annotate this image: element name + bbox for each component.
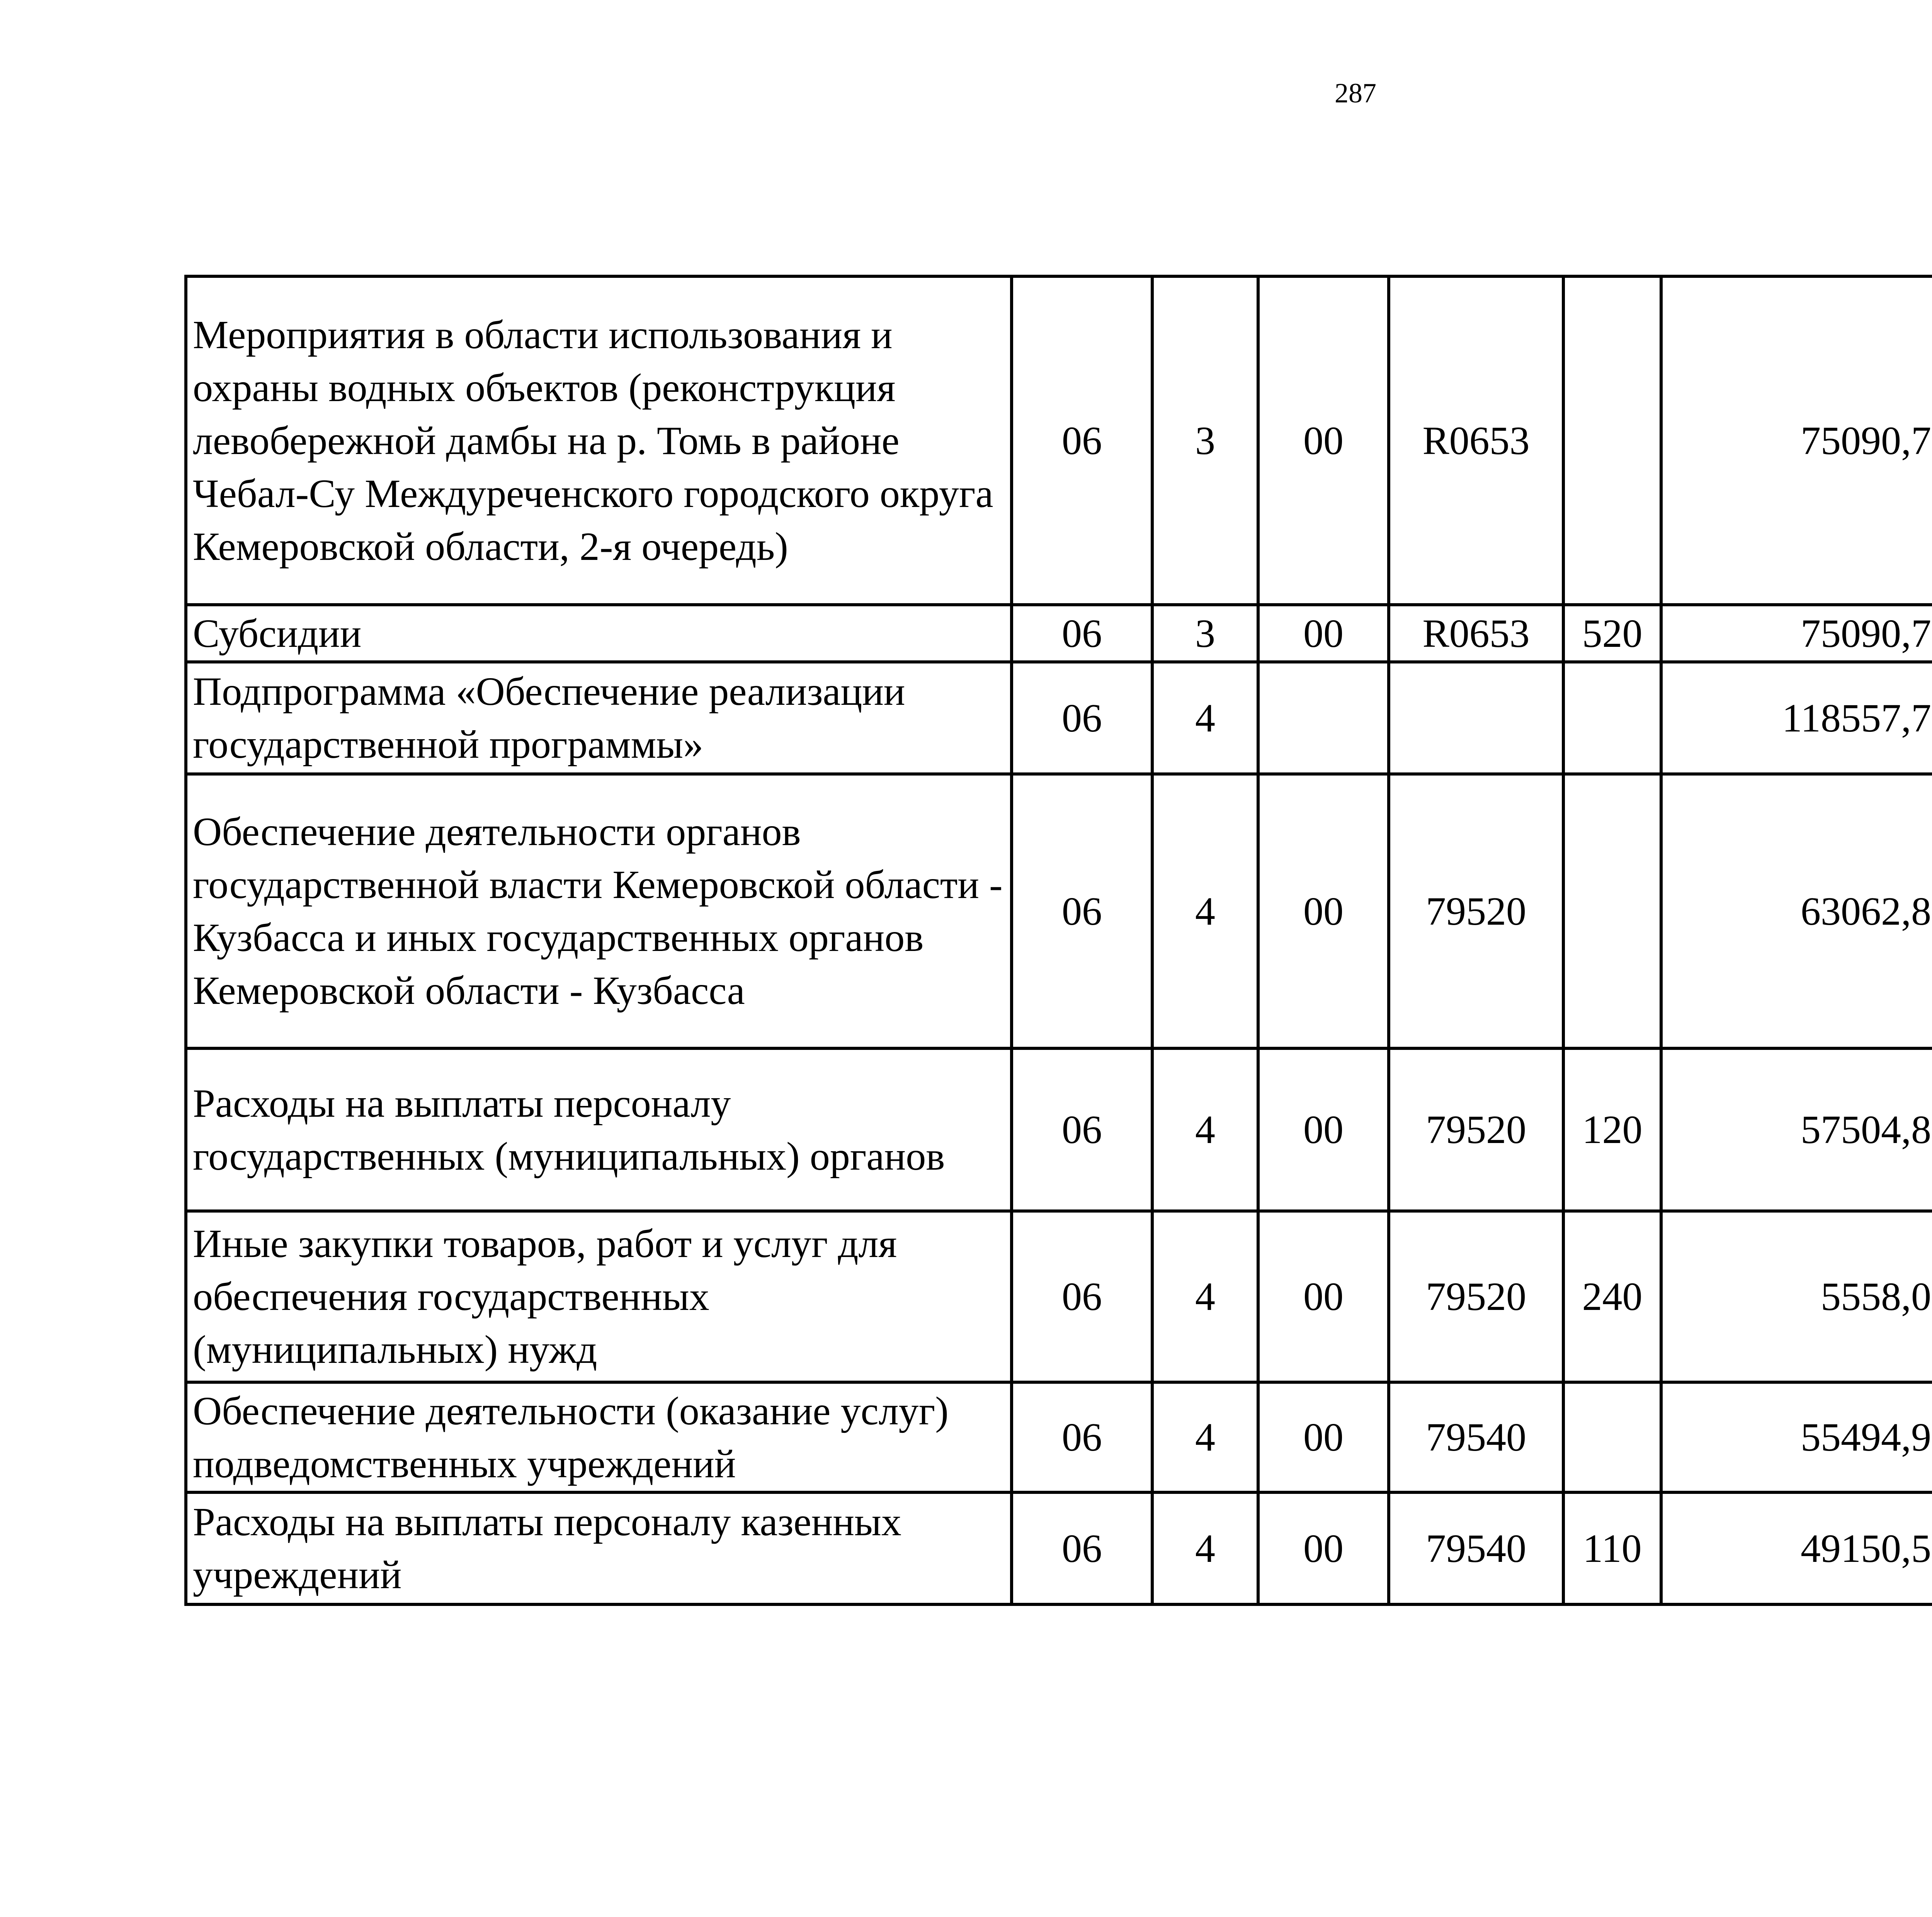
expense-type-code: 110 bbox=[1563, 1492, 1661, 1604]
program-code: 06 bbox=[1012, 662, 1152, 774]
amount-year-1: 75090,7 bbox=[1661, 276, 1932, 605]
row-name: Обеспечение деятельности (оказание услуг) подведомственных учреждений bbox=[186, 1382, 1012, 1492]
expense-type-code bbox=[1563, 1382, 1661, 1492]
table-row bbox=[186, 662, 1932, 774]
subprogram-code: 4 bbox=[1152, 1382, 1258, 1492]
target-code: R0653 bbox=[1389, 276, 1563, 605]
expense-type-code bbox=[1563, 662, 1661, 774]
subprogram-code: 3 bbox=[1152, 605, 1258, 662]
table-row bbox=[186, 1382, 1932, 1492]
expense-type-code: 120 bbox=[1563, 1048, 1661, 1211]
amount-year-1: 75090,7 bbox=[1661, 605, 1932, 662]
target-code: R0653 bbox=[1389, 605, 1563, 662]
program-code: 06 bbox=[1012, 1492, 1152, 1604]
subprogram-code: 4 bbox=[1152, 774, 1258, 1048]
expense-type-code: 520 bbox=[1563, 605, 1661, 662]
table-row bbox=[186, 276, 1932, 605]
direction-code bbox=[1258, 662, 1389, 774]
row-name: Иные закупки товаров, работ и услуг для обеспечения государственных (муниципальных) нужд bbox=[186, 1211, 1012, 1382]
program-code: 06 bbox=[1012, 774, 1152, 1048]
row-name: Субсидии bbox=[186, 605, 1012, 662]
amount-year-1: 49150,5 bbox=[1661, 1492, 1932, 1604]
amount-year-1: 57504,8 bbox=[1661, 1048, 1932, 1211]
row-name: Расходы на выплаты персоналу государственных (муниципальных) органов bbox=[186, 1048, 1012, 1211]
program-code: 06 bbox=[1012, 276, 1152, 605]
target-code bbox=[1389, 662, 1563, 774]
row-name: Расходы на выплаты персоналу казенных учреждений bbox=[186, 1492, 1012, 1604]
table-row bbox=[186, 1048, 1932, 1211]
page-number: 287 bbox=[1335, 78, 1376, 109]
subprogram-code: 3 bbox=[1152, 276, 1258, 605]
expense-type-code bbox=[1563, 276, 1661, 605]
amount-year-1: 63062,8 bbox=[1661, 774, 1932, 1048]
table-row bbox=[186, 605, 1932, 662]
direction-code: 00 bbox=[1258, 1382, 1389, 1492]
subprogram-code: 4 bbox=[1152, 1048, 1258, 1211]
target-code: 79540 bbox=[1389, 1382, 1563, 1492]
direction-code: 00 bbox=[1258, 1048, 1389, 1211]
subprogram-code: 4 bbox=[1152, 662, 1258, 774]
program-code: 06 bbox=[1012, 1211, 1152, 1382]
table-row bbox=[186, 774, 1932, 1048]
target-code: 79520 bbox=[1389, 774, 1563, 1048]
row-name: Мероприятия в области использования и охраны водных объектов (реконструкция левобережной дамбы на р. Томь в районе Чебал-Су Междуреченского городского округа Кемеровской области, 2-я очередь) bbox=[186, 276, 1012, 605]
direction-code: 00 bbox=[1258, 1211, 1389, 1382]
budget-table bbox=[184, 275, 1932, 1606]
expense-type-code: 240 bbox=[1563, 1211, 1661, 1382]
direction-code: 00 bbox=[1258, 605, 1389, 662]
table-row bbox=[186, 1492, 1932, 1604]
subprogram-code: 4 bbox=[1152, 1492, 1258, 1604]
amount-year-1: 55494,9 bbox=[1661, 1382, 1932, 1492]
program-code: 06 bbox=[1012, 605, 1152, 662]
program-code: 06 bbox=[1012, 1382, 1152, 1492]
direction-code: 00 bbox=[1258, 276, 1389, 605]
subprogram-code: 4 bbox=[1152, 1211, 1258, 1382]
direction-code: 00 bbox=[1258, 1492, 1389, 1604]
expense-type-code bbox=[1563, 774, 1661, 1048]
target-code: 79520 bbox=[1389, 1211, 1563, 1382]
row-name: Подпрограмма «Обеспечение реализации государственной программы» bbox=[186, 662, 1012, 774]
program-code: 06 bbox=[1012, 1048, 1152, 1211]
target-code: 79520 bbox=[1389, 1048, 1563, 1211]
amount-year-1: 5558,0 bbox=[1661, 1211, 1932, 1382]
amount-year-1: 118557,7 bbox=[1661, 662, 1932, 774]
direction-code: 00 bbox=[1258, 774, 1389, 1048]
row-name: Обеспечение деятельности органов государственной власти Кемеровской области - Кузбасса и иных государственных органов Кемеровской области - Кузбасса bbox=[186, 774, 1012, 1048]
target-code: 79540 bbox=[1389, 1492, 1563, 1604]
table-row bbox=[186, 1211, 1932, 1382]
